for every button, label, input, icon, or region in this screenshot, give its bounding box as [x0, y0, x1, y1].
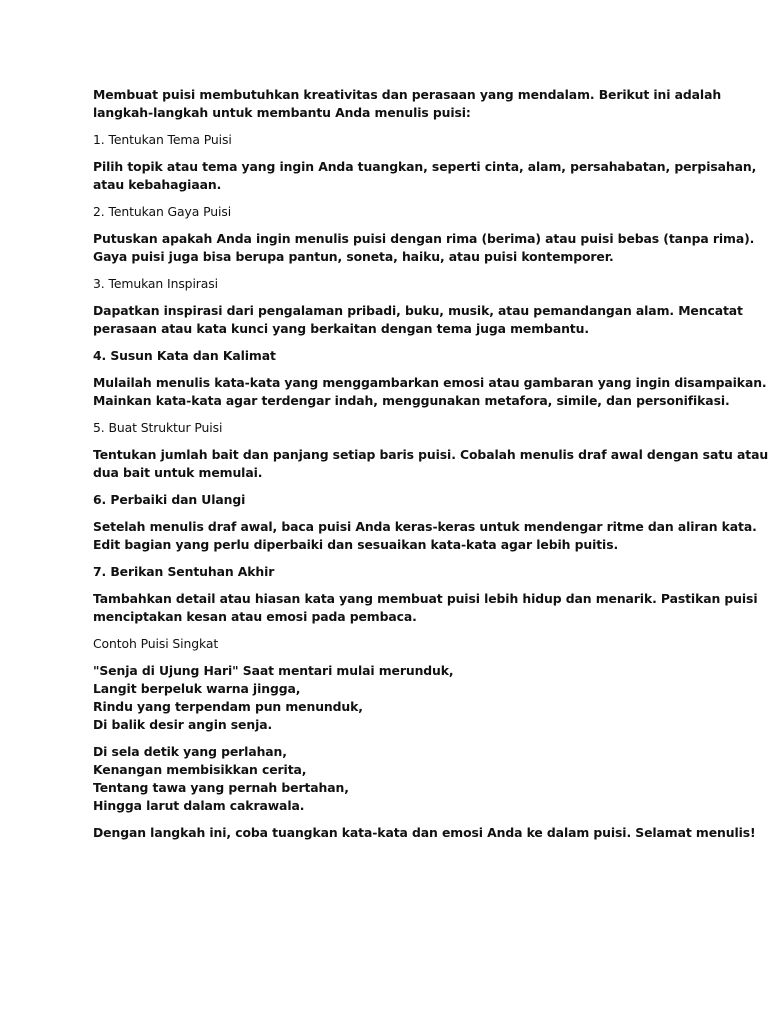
step-2-body — [93, 230, 755, 266]
step-6-body — [93, 518, 757, 554]
step-6-body-line: Edit bagian yang perlu diperbaiki dan sesuaikan kata-kata agar lebih puitis. — [93, 537, 619, 552]
poem-line: Langit berpeluk warna jingga, — [93, 681, 301, 696]
step-1-body-line: atau kebahagiaan. — [93, 177, 222, 192]
poem-stanza-1 — [93, 662, 683, 734]
intro-paragraph — [93, 86, 722, 122]
step-5-body — [93, 446, 768, 482]
poem-line: Di balik desir angin senja. — [93, 717, 273, 732]
step-4-heading: 4. Susun Kata dan Kalimat — [93, 348, 276, 363]
step-6-heading: 6. Perbaiki dan Ulangi — [93, 492, 246, 507]
step-3-body-line: Dapatkan inspirasi dari pengalaman pribadi, buku, musik, atau pemandangan alam. Mencatat — [93, 303, 743, 318]
example-heading: Contoh Puisi Singkat — [93, 636, 219, 651]
step-2-body-line: Putuskan apakah Anda ingin menulis puisi dengan rima (berima) atau puisi bebas (tanpa rima). — [93, 231, 755, 246]
poem-line: Di sela detik yang perlahan, — [93, 744, 287, 759]
step-7-heading: 7. Berikan Sentuhan Akhir — [93, 564, 275, 579]
intro-line: langkah-langkah untuk membantu Anda menulis puisi: — [93, 105, 471, 120]
poem-line: Tentang tawa yang pernah bertahan, — [93, 780, 349, 795]
step-2-heading: 2. Tentukan Gaya Puisi — [93, 204, 232, 219]
poem-line: Hingga larut dalam cakrawala. — [93, 798, 305, 813]
step-5-body-line: dua bait untuk memulai. — [93, 465, 263, 480]
step-4-body-line: Mainkan kata-kata agar terdengar indah, menggunakan metafora, simile, dan personifikasi. — [93, 393, 730, 408]
poem-line: Kenangan membisikkan cerita, — [93, 762, 307, 777]
poem-line: Rindu yang terpendam pun menunduk, — [93, 699, 363, 714]
step-1-body — [93, 158, 757, 194]
step-3-heading: 3. Temukan Inspirasi — [93, 276, 218, 291]
step-1-body-line: Pilih topik atau tema yang ingin Anda tuangkan, seperti cinta, alam, persahabatan, perpisahan, — [93, 159, 757, 174]
step-7-body-line: menciptakan kesan atau emosi pada pembaca. — [93, 609, 417, 624]
step-4-body — [93, 374, 767, 410]
step-3-body-line: perasaan atau kata kunci yang berkaitan dengan tema juga membantu. — [93, 321, 589, 336]
poem-stanza-2 — [93, 743, 683, 815]
step-5-body-line: Tentukan jumlah bait dan panjang setiap baris puisi. Cobalah menulis draf awal dengan satu atau — [93, 447, 768, 462]
step-2-body-line: Gaya puisi juga bisa berupa pantun, soneta, haiku, atau puisi kontemporer. — [93, 249, 614, 264]
step-6-body-line: Setelah menulis draf awal, baca puisi Anda keras-keras untuk mendengar ritme dan aliran kata. — [93, 519, 757, 534]
step-5-heading: 5. Buat Struktur Puisi — [93, 420, 223, 435]
step-1-heading: 1. Tentukan Tema Puisi — [93, 132, 232, 147]
closing-paragraph: Dengan langkah ini, coba tuangkan kata-kata dan emosi Anda ke dalam puisi. Selamat menulis! — [93, 825, 756, 840]
step-7-body — [93, 590, 758, 626]
poem-line: "Senja di Ujung Hari" Saat mentari mulai merunduk, — [93, 663, 454, 678]
step-4-body-line: Mulailah menulis kata-kata yang menggambarkan emosi atau gambaran yang ingin disampaikan. — [93, 375, 767, 390]
intro-line: Membuat puisi membutuhkan kreativitas dan perasaan yang mendalam. Berikut ini adalah — [93, 87, 722, 102]
step-3-body — [93, 302, 743, 338]
step-7-body-line: Tambahkan detail atau hiasan kata yang membuat puisi lebih hidup dan menarik. Pastikan puisi — [93, 591, 758, 606]
document-page — [93, 86, 768, 851]
